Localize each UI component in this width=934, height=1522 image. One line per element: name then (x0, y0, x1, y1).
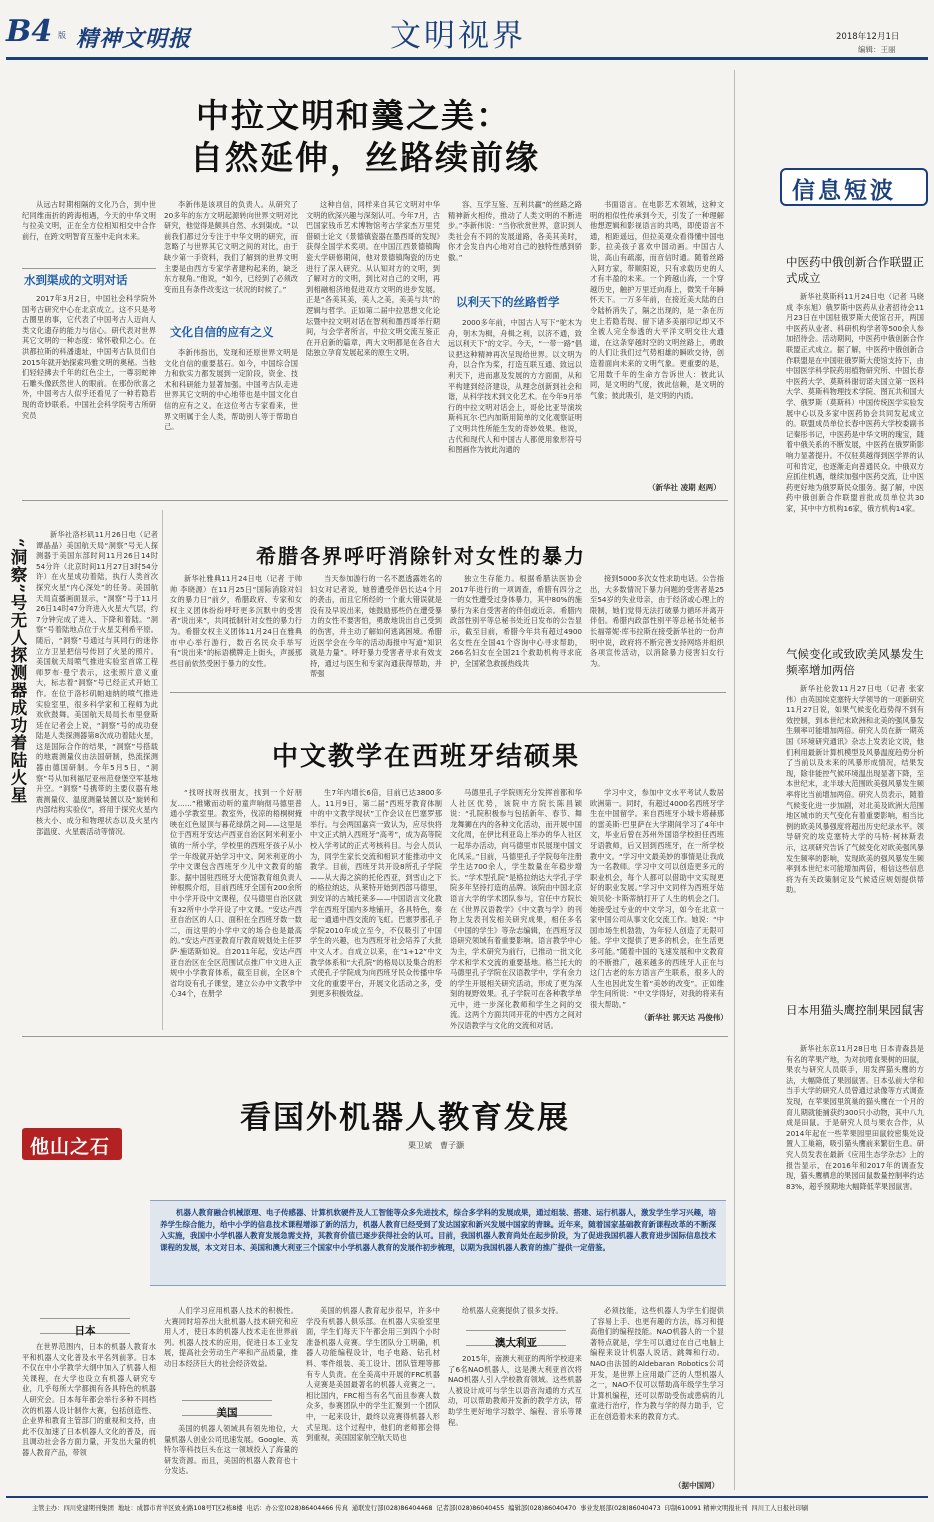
article4-title: 看国外机器人教育发展 (240, 1100, 570, 1136)
subhead-japan (40, 1318, 130, 1337)
divider-col-right (734, 70, 735, 1490)
article4-col-usa: 美国的机器人领域具有领先地位，大量机器人创业公司迅速发展。Google、英特尔等科技巨头在这一领域投入了海量的研发资源。而且，美国的机器人教育也十分发达。 (164, 1424, 298, 1476)
article4-intro: 机器人教育融合机械原理、电子传感器、计算机软硬件及人工智能等众多先进技术，综合多学科的发展成果，通过组装、搭建、运行机器人，激发学生学习兴趣，培养学生综合能力，给中小学的信息技术课程增添了新的活力，机器人教育已经受到了发达国家和新兴发展中国家的青睐。近年来，随着国家基础教育新课程改革的不断深入实施，我国中小学机器人教育发展急需支持，其教育价值已逐步获得社会的认可。目前，我国机器人教育尚处在起步阶段，为了促进我国机器人教育进步国际信息技术课程的发展，本文对日本、美国和澳大利亚三个国家中小学机器人教育的发展作初步梳理，以期为我国机器人教育的推广提供一定借鉴。 (160, 1208, 716, 1252)
article3-col3: 马德里孔子学院则充分发挥首都和华人社区优势，该院中方院长陈昌颖说：“孔院积极参与包括新年、春节、舞龙舞狮在内的各种文化活动，而开展中国文化周，在伊比利亚岛上举办的华人社区一起举办活动，向马德里市民展现中国文化风采。”目前，马德里孔子学院每年注册学生达700余人，学生数量在年稳步增长。“学术型孔院”是格拉纳达大学孔子学院多年坚持打造的品牌。该院由中国北京语言大学的学术团队参与，官任中方院长在《世界汉语教学》《中文教与学》的刊物上发表刊发相关研究成果，相任多名《中国的学生》等杂志编辑，在西班牙汉语研究领域有着重要影响。语言教学中心为主，学术研究为前行，已推动一批文化学术和学术交流的重要基地。格兰托大的马德里孔子学院在汉语教学中，学有余力的学生开展相关研究活动，形成了更为深刻的视野效果。孔子学院可在各种教学单元中，进一步深化教师和学生之间的交流。这两个方面共同开花的中西方之间对外汉语教学与文化的交流和对话。 (450, 788, 582, 1031)
article4-col-japan: 在世界范围内，日本的机器人教育水平和机器人文化普及水平名列前茅。日本不仅在中小学教学大纲中加入了机器人相关课程，在大学也设立有机器人研究专业，几乎每所大学都拥有各具特色的机器人研究会。日本每年都会举行多种不同档次的机器人设计制作大赛，包括创造性、企业界和教育主管部门的重视和支持，由此不仅加速了日本机器人文化的普及，而且调动社会各方面力量，开发出大量的机器人教育产品，带领 (22, 1342, 156, 1457)
article4-authors: 栗卫斌 曹子灏 (408, 1141, 464, 1150)
subhead-usa-label: 美国 (216, 1407, 238, 1419)
brief1-title: 中医药中俄创新合作联盟正式成立 (786, 255, 924, 285)
article1-col3: 这种自信，同样来自其它文明对中华文明的欣深兴趣与深刻认可。今年7月，古巴国家钱币艺术博物馆考古学家杰万里凭借硕士论文《景德镇瓷器在墨西哥的发现》获得全国学术奖项。在中国江西景德镇陶瓷大学研修期间，他对景德镇陶瓷的历史进行了深入研究。从认知对方的文明，到了解对方的文明，到比对自己的文明，再到相融相济地促进双方文明的进步发展。正是“各美其美，美人之美，美美与共”的逻辑与哲学。正如第二届中拉思想文化论坛暨中拉文明对话在智利和墨西哥举行期间，与会学者所言，中拉文明交流互鉴正在开启新的篇章，两大文明都是在各自大陆独立孕育发展起来的原生文明。 (306, 200, 440, 358)
article3-byline: （新华社 郭天达 冯俊伟） (640, 1013, 728, 1022)
subhead-australia (466, 1330, 566, 1349)
article4-col-usa2: 美国的机器人教育起步很早，许多中学没有机器人俱乐部。在机器人实验室里面，学生们每天下午都会用三到四个小时准备机器人竞赛。学生团队分工明确，机器人功能编程设计，电子电路、钻孔材料、零件组装、美工设计、团队管理等都有专人负责。在全美高中开展的FRC机器人竞赛是美国最著名的机器人竞赛之一。相比国内，FRC相当有名气而且参赛人数众多，参赛团队中的学生汇聚到一个团队中，一起来设计，最终以竞赛得机器人形式呈现。这个过程中，他们的老师都会得到重视，美国国家航空航天局也 (306, 1306, 440, 1443)
article1-lead: 从远古时期相隔的文化乃合，到中世纪同维南折的跨海相遇，今天的中华文明与拉美文明，正在全方位相知相交中合作前行，在跨文明智育互鉴中走向未来。 (22, 200, 156, 241)
article2-col1: 新华社雅典11月24日电（记者 于帅帅 李晓源）在11月25日“国际消除对妇女的暴力日”前夕，希腊政府、专家和女权主义团体纷纷呼吁更多沉默中的受害者“说出来”，共同抵制针对女性的暴力行为。希腊女权主义团体11月24日在雅典市中心举行游行，数百名民众手举写有“说出来”的标语横牌走上街头，声援那些目前依然受困于暴力的女性。 (170, 574, 302, 668)
news-brief-header (780, 168, 928, 206)
footer-printer: 四川工人日报社印刷 (751, 1505, 809, 1512)
subhead-rule (22, 268, 156, 269)
brief2-title: 气候变化或致欧美风暴发生频率增加两倍 (786, 647, 924, 677)
article4-col-japan2: 人们学习应用机器人技术的积极性。大赛同时培养出大批机器人技术研究和应用人才，使日本的机器人技术走在世界前列。机器人技术的应用，促进日本工业发展，提高社会劳动生产率和产品质量，推动日本经济巨大的社会经济效益。 (164, 1306, 298, 1368)
article4-byline: （据中国网） (674, 1481, 719, 1490)
divider-a3 (22, 1036, 728, 1037)
article1-byline: （新华社 凌期 赵两） (648, 483, 721, 492)
article1-col1: 2017年3月2日，中国社会科学院外国考古研究中心在北京成立。这不只是考古圈里的事，它代表了中国考古人迈向人类文化遗存的能力与信心。研代表对世界其它文明的一种态度：常怀敬仰之心。在洪都拉斯的科潘遗址，中国考古队员们自2015年就开始探索玛雅文明的奥秘。当他们轻轻拂去千年的红色尘土，一尊羽蛇神石雕头像跃然世人的眼前。在那份欣喜之外，中国考古人似乎还看见了一种若隐若现的奇妙联系。中国社会科学院考古所研究员 (22, 294, 156, 420)
article2-title: 希腊各界呼吁消除针对女性的暴力 (256, 544, 586, 568)
article1-col4: 容、互学互鉴、互利共赢”的丝路之路精神新火相传，推动了人类文明的不断进步。”李新伟说：“当你欣赏世界，意识到人类社会有不同的发展道路，各美其美时，你才会发自内心地对自己的独特性感到骄傲。” (448, 200, 582, 262)
article3-col4: 学习中文，参加中文水平考试人数居欧洲第一。同时，有超过4000名西班牙学生在中国留学。来自西班牙小城卡塔赫那的雷美斯·巴里萨在大学期间学习了4年中文，毕业后曾在苏州外国语学校担任西班牙语教师，后又回到西班牙，在一所学校教中文。“学习中文最美妙的事情是让我成为一名教师。学习中文可以创造更多元的职业机会，每个人都可以借助中文实现更好的职业发展。”学习中文同样为西班牙姑娘贝伦·卡斯蒂纳打开了人生的机会之门。她接受过专业的中文学习，如今在北京一家中国公司从事文化交流工作。她说：“中国市场生机勃勃，为年轻人创造了无限可能。学中文提供了更多的机会，在生活更多可能。”随着中国的飞速发展和中文教育的不断推广，越来越多的西班牙人正在与这门古老的东方语言产生联系，很多人的人生也因此发生着“美妙的改变”。正如维学生问所说：“中文学得好，对我的将来有很大帮助。” (590, 788, 724, 1009)
article4-intro-box (150, 1200, 726, 1286)
footer-hotline: 通联发行部(028)86404468 (351, 1505, 433, 1512)
brief2-body: 新华社伦敦11月27日电（记者 张家伟）由英国埃克塞特大学领导的一项新研究11月27日说，如果气候变化趋势得不到有效控制，到本世纪末欧洲和北美的强风暴发生频率可能增加两倍。研究人员在新一期英国《环境研究通讯》杂志上发表论文说，他们利用最新计算机模型及风暴温度趋势分析了当前以及未来的风暴形成情况，结果发现，除非能控气候环境温出现显著下降，至本世纪末，北半球大范围欧美强风暴发生频率将比当前增加两倍。研究人员表示，随着气候变化进一步加剧，对北美及欧洲大范围地区城市的天气变化有着重要影响，相当比例的欧美风暴强度将超出历史纪录水平。领导研究的埃克塞特大学的马特·柯林斯表示，这项研究告诉了气候变化对欧美强风暴发生频率的影响，发现欧美的强风暴发生频率到本世纪末可能增加两倍，相信这些信息将为有关政策制定及气候适应规划提供帮助。 (786, 684, 924, 895)
news-brief-title: 信息短波 (792, 177, 896, 204)
article1-title-line1: 中拉文明和羹之美： (196, 96, 511, 135)
article1-col2b: 李新伟指出，发现和还原世界文明是文化自信的重要基石。如今，中国综合国力和软实力都发展到一定阶段，资金、技术和科研能力显著加强。中国考古队走进世界其它文明的中心地带也是中国文化自信的应有之义。在这位考古专家看来，世界文明属于全人类，帮助别人等于帮助自己。 (164, 348, 298, 432)
divider-a2 (170, 692, 726, 693)
article2-col4: 接到5000多次女性求助电话。公告指出，大多数情况下暴力问题的受害者是25至54岁的失业母亲，由于经济或心理上的限制，她们觉得无法打破暴力循环并离开伴侣。希腊内政部性别平等总秘书处秘书长福蒂妮·库韦拉斯在接受新华社的一份声明中说，政府将不断完善支持网络并组织各项宣传活动，以消除暴力侵害妇女行为。 (590, 574, 724, 668)
article1-col5: 书面语言。在电影艺术领域，这种文明的相似性传承到今天，引发了一种理解他想逻辑和影视语言的共鸣，即使语言不通，相距遥远，但拉美观众看得懂中国电影，拉美孩子喜欢中国动画。中国古人说，高山有疏溺，而音信时通。随着丝路入阿方家，带顺阳说，只有求载历史的人才有丰盈的未来。一个跨越山海，一个穿越历史，触护万里迁向海上，微笑千年瞬怀天下。一万多年前，在接近美大陆的白令陆桥消失了，隔之出现的，是一条在历史上若隐若现、留下诸多美丽印记却又不全被人完全参透的大平洋文明交往大通道，在这条穿越时空的文明丝路上，勇敢的人们让我们过气势相雄的瞬欧交待，创造着面向未来的文明气象。更重要的是，它用数千年的生命方告诉世人：彼此认同，是文明的气度，彼此信赖，是文明的气象；彼此吸引，是文明的内质。 (590, 200, 724, 400)
paper-name: 精神文明报 (76, 26, 192, 52)
masthead-rule (6, 57, 928, 60)
side-article-body: 新华社洛杉矶11月26日电（记者 谭晶晶）美国航天局“洞察”号无人探测器于美国东部时间11月26日14时54分许（北京时间11月27日3时54分许）在火星成功着陆，执行人类首次探究火星“内心深处”的任务。美国航天局直播画面显示，“洞察”号于11月26日14时47分许进入火星大气层，约7分钟完成了进入、下降和着陆。“洞察”号着陆地点位于火星艾利希平原。随后，“洞察”号通过与其同行的迷你立方卫星把信号传回了火星的照片。美国航天局喷气推进实验室首席工程师罗布·曼宁表示，这张照片意义重大，标志着“洞察”号已经正式开始工作。在位于洛杉矶帕迪纳的喷气推进实验室里，很多科学家和工程师为此欢欣鼓舞。美国航天局局长布里登斯廷在记者会上说，“洞察”号的成功登陆是人类探测器第8次成功着陆火星，这是国际合作的结果，“洞察”号搭载的地震测量仪由法国研制，热流探测器由德国研制。今年5月5日，“洞察”号从加利福尼亚州范登堡空军基地升空。“洞察”号携带的主要仪器有地震测量仪、温度测量装置以及“旋转和内部结构实验仪”，将用于探究火星内核大小、成分和物理状态以及火星内部温度、火星震活动等情况。 (36, 530, 158, 836)
article1-subhead1: 水到渠成的文明对话 (24, 273, 128, 287)
article1-col2: 李新伟是该项目的负责人。从研究了20多年的东方文明起源转向世界文明对比研究，他觉得是颇具自然、水到渠成。“以前我们都过分专注于中华文明的研究，而忽略了与世界其它文明之间的对比，由于缺少第一手资料，我们了解到的世界文明主要是由西方专家学者建构起来的，缺乏东方视角。”他说，“如今，已经到了必须改变而且有条件改变这一状况的时候了。” (164, 200, 298, 294)
article1-subhead3: 以利天下的丝路哲学 (456, 295, 560, 309)
article4-col-australia2: 必须技能，这些机器人为学生们提供了容易上手、也更有趣的方法，练习和提高他们的编程技能。NAO机器人的一个显著特点就是，学生可以通过在自己电脑上编程来设计机器人说话、跳舞和行动。NAO由法国的Aldebaran Robotics公司开发，是世界上应用最广泛的人型机器人之一，NAO不仅可以帮助高年级学生学习计算机编程，还可以帮助受伤或患病的儿童进行治疗，作为教与学的得力助手，它正在创造着未来的教育方式。 (590, 1306, 724, 1421)
date: 2018年12月1日 (836, 32, 900, 42)
page-unit: 版 (58, 31, 66, 40)
article4-col-australia: 2015年，南澳大利亚的两所学校迎来了6名NAO机器人，这是澳大利亚首次将NAO机器人引入学校教育领域。这些机器人被设计成可与学生以语音沟通的方式互动，可以帮助教师开发新的教学方法，帮助学生更好地学习数学、编程、音乐等课程。 (448, 1354, 582, 1427)
article1-title-line2: 自然延伸，丝路续前缘 (190, 138, 540, 177)
editor: 编辑：王丽 (858, 45, 896, 54)
footer-ad: 印制610091 精神文明报社刊 (664, 1505, 748, 1512)
footer-sponsor: 主管主办：四川党建期刊集团 (32, 1505, 114, 1512)
article1-subhead2: 文化自信的应有之义 (170, 325, 274, 339)
column-logo (22, 1128, 122, 1160)
section-title: 文明视界 (390, 18, 526, 54)
brief1-body: 新华社莫斯科11月24日电（记者 马晓成 李东旭）俄罗斯中医药从业者招待会11月23日在中国驻俄罗斯大使馆召开，两国中医药从业者、科研机构学者等500余人参加招待会。活动期间，中医药中俄创新合作联盟正式成立。据了解，中医药中俄创新合作联盟是在中国驻俄罗斯大使馆支持下，由中国医学科学院药用植物研究所、中国长春中医药大学、莫斯科谢切诺夫国立第一医科大学、莫斯科物理技术学院、图瓦共和国大学、俄罗斯（莫斯科）中国传统医学实验发展中心以及多家中医药协会共同发起成立的。联盟成员单位长春中医药大学校委副书记秦彤书记，中医药是中华文明的瑰宝，随着中俄关系的不断发展，中医药在俄罗斯影响力显著提升。不仅驻莫越得到医学界的认可和肯定，也逐渐走向普通民众。中俄双方应抓住机遇，继续加强中医药交流，让中医药更好地为俄罗斯民众服务。据了解，中医药中俄创新合作联盟首批成员单位共30家，其中中方机构16家，俄方机构14家。 (786, 292, 924, 513)
divider-side (162, 510, 163, 1030)
subhead-usa (182, 1400, 272, 1419)
footer-office: 电话：办公室(028)86404466 传真 (246, 1505, 348, 1512)
subhead-japan-label: 日本 (74, 1325, 96, 1337)
footer-rule (6, 1496, 928, 1498)
page-number: B4 (6, 14, 53, 49)
article4-col-usa3: 给机器人竞赛提供了很多支持。 (462, 1306, 563, 1315)
footer (32, 1502, 922, 1516)
article3-col1: “找呀找呀找朋友，找到一个好朋友……”稚嫩而动听的童声响彻马德里普通小学教室里。教室外，伐凉的梧桐树掩映在红色屋顶与暮花绿荫之间——这里是位于西班牙安达卢西亚自治区阿米利亚小镇的一所小学，学校里的西班牙孩子从小学一年级就开始学习中文。阿米利亚的小学中文课包含西班牙少儿中文教育的缩影。据中国驻西班牙大使馆教育组负责人钟根熙介绍，目前西班牙全国有200余所中小学开设中文课程，仅马德里自治区就有32所中小学开设了中文课。“安达卢西亚自治区的人口、面积在全西班牙数一数二，而这里的小学中文的场合也是最高的。”安达卢西亚教育厅教育规划处主任罗萨·施诺斯如说。自2011年起，安达卢西亚自治区在全区范围试点推广中文进入正规中小学教育体系，截至目前，全区8个省均设有孔子课堂，建立公办中文教学中心34个，在册学 (170, 788, 302, 999)
article2-col3: 独立生存能力。根据希腊法医协会2017年进行的一项调查，希腊有四分之一的女性遭受过身体暴力，其中80%的施暴行为来自受害者的伴侣或近亲。希腊内政部性别平等总秘书处近日发布的公告显示，截至目前，希腊今年共有超过4900名女性在全国41个咨询中心寻求帮助，266名妇女在全国21个救助机构寻求庇护，全国紧急救援热线共 (450, 574, 582, 668)
masthead (0, 0, 934, 62)
article3-col2: 生7年内增长6倍，目前已达3800多人。11月9日，第二届“西班牙教育体制中的中文教学现状”工作会议在巴塞罗那举行。与会两国嘉宾一致认为，应尽快将中文正式纳入西班牙“高考”，成为高等院校入学考试的正式考核科目。与会人员认为，同学生家长交流和相识才能推动中文教学。目前，西班牙共开设8所孔子学院——从大海之滨的托伦西亚，到雪山之下的格拉纳达，从莱特开始到西部马德里，到安详的古城托莱多——中国语言文化教学在西班牙国内多地铺开，各具特色，奏起一通通中西交流的飞虹。巴塞罗那孔子学院2010年成立至今，不仅吸引了中国学生的兴趣，也为西班牙社会培养了大批中文人才。自成立以来，在“1+12”中文教学体系和“大孔院”的格局以及集合的形式使孔子学院成为向西班牙民众传播中华文化的重要平台，开展文化活动之多，受到更多积极效益。 (310, 788, 442, 999)
article1-col4b: 2000多年前，中国古人写下“驼木为舟，刳木为楫，舟楫之利，以济不通，致远以利天下”的文字。今天，“一带一路”倡议把这种精神再次呈现给世界。以文明为舟，以合作为桨，打造互联互通、致远以利天下，进而惠及发展的方方面面，从和平构建到经济建设，从理念创新到社会和谐，从科学技术到文化艺术。在今年9月举行的中拉文明对话会上，哥伦比亚导演埃斯科瓦尔·巴内加斯用简单的文化观察证明了文明共性所能生发的奇妙效果。他说，古代和现代人和中国古人都使用象形符号和图画作为彼此沟通的 (448, 318, 582, 455)
footer-address: 地址：成都市青羊区致业路108号T区2栋8楼 (117, 1505, 243, 1512)
footer-editorial: 编辑部(028)86040470 (508, 1505, 577, 1512)
article2-col2: 当天参加游行的一名不愿透露姓名的妇女对记者说，她曾遭受伴侣长达4个月的袭击，而且它所经的一个重大错误就是没有及早说出来，她鼓励那些仍在遭受暴力的女性不要害怕，勇敢地说出自己受到的伤害，并主动了解如何逃离困境。希腊近医学会在今年的活动海报中写道“知识就是力量”。呼吁暴力受害者寻求有效支持，通过与医生和专家沟通获得帮助，并帮强 (310, 574, 442, 679)
footer-business: 事业发展部(028)86040473 (580, 1505, 661, 1512)
side-vertical-title: “洞察”号无人探测器成功着陆火星 (8, 538, 27, 804)
column-logo-text: 他山之石 (30, 1136, 111, 1158)
article3-title: 中文教学在西班牙结硕果 (272, 742, 581, 772)
footer-reporter: 记者部(028)86040455 (436, 1505, 505, 1512)
brief3-body: 新华社东京11月28日电 日本青森县是有名的苹果产地，为对抗啃食果树的田鼠，果农与研究人员联手，用发挥猫头鹰的方法，大幅降低了果园鼠害。日本弘前大学和当手大学的研究人员曾通过录像等方式调查发现，在苹果园里筑巢的猫头鹰在一个月的育儿期就能捕获约300只小动物，其中八九成是田鼠。于是研究人员与果农合作，从2014年起在一些苹果园里田鼠较密集处设置人工巢箱，吸引猫头鹰前来繁衍生息。研究人员发表在最新《应用生态学杂志》上的报告显示，在2016年和2017年的调查发现，猫头鹰栖息的果园田鼠数量控制率约达83%，超乎预期地大幅降低苹果园鼠害。 (786, 1044, 924, 1191)
divider-a1 (22, 500, 728, 501)
brief3-title: 日本用猫头鹰控制果园鼠害 (786, 1003, 924, 1017)
subhead-australia-label: 澳大利亚 (495, 1337, 537, 1349)
